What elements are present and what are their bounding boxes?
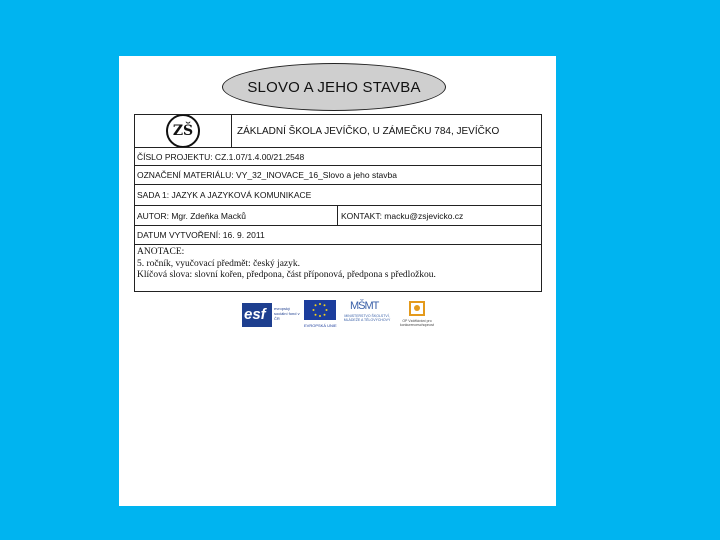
material-row [135,166,541,185]
school-name: ZÁKLADNÍ ŠKOLA JEVÍČKO, U ZÁMEČKU 784, JEVÍČKO [237,125,500,137]
school-logo-cell [135,115,231,147]
eu-flag-icon [304,300,336,322]
material-code: OZNAČENÍ MATERIÁLU: VY_32_INOVACE_16_Slovo a jeho stavba [137,170,397,180]
project-number: ČÍSLO PROJEKTU: CZ.1.07/1.4.00/21.2548 [137,151,305,162]
esf-logo [242,300,298,330]
annotation-line-2: Klíčová slova: slovní kořen, předpona, část příponová, předpona s předložkou. [137,270,436,280]
school-row [135,115,541,148]
eu-caption: EVROPSKÁ UNIE [304,323,337,328]
msmt-caption: MINISTERSTVO ŠKOLSTVÍ, MLÁDEŽE A TĚLOVÝCHOVY [343,314,391,322]
msmt-logo [342,300,392,330]
set-row [135,185,541,206]
author-row [135,206,541,226]
op-vk-icon [398,300,436,318]
contact: KONTAKT: macku@zsjevicko.cz [341,210,464,221]
funding-logos [242,300,437,332]
eu-flag-logo [304,300,336,330]
project-number-row [135,148,541,166]
esf-logo-text: esf [244,306,266,323]
school-logo-icon: ZŠ [166,115,200,147]
annotation [135,245,541,291]
set-name: SADA 1: JAZYK A JAZYKOVÁ KOMUNIKACE [137,190,312,200]
annotation-line-1: 5. ročník, vyučovací předmět: český jazyk. [137,258,301,269]
op-vk-logo [398,300,436,330]
creation-date: DATUM VYTVOŘENÍ: 16. 9. 2011 [137,230,265,240]
annotation-row [135,245,541,291]
author: AUTOR: Mgr. Zdeňka Macků [137,210,246,221]
date-row [135,226,541,245]
page-title: SLOVO A JEHO STAVBA [222,63,446,111]
esf-caption: evropský sociální fond v ČR [274,306,300,321]
info-table [134,114,542,292]
annotation-heading: ANOTACE: [137,247,185,257]
msmt-logo-text: MŠMT [350,300,379,312]
op-vk-caption: OP Vzdělávání pro konkurenceschopnost [399,319,435,327]
